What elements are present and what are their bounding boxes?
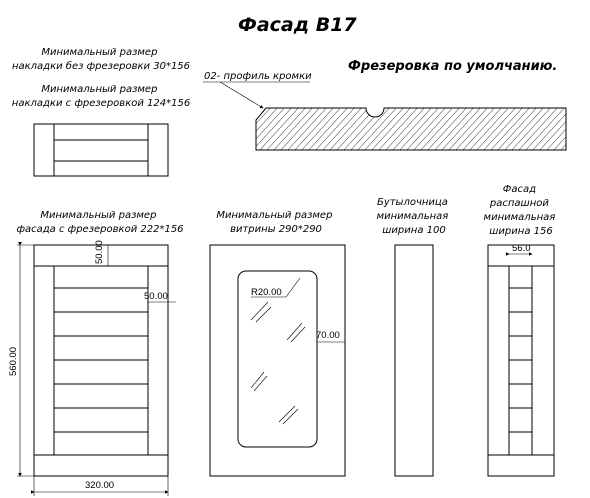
facade-milled-drawing	[34, 245, 168, 476]
width-dimension: 320.00	[85, 480, 115, 491]
overlay-no-milling-text: Минимальный размер накладки без фрезеровки 30*156	[11, 47, 191, 72]
page-title: Фасад В17	[238, 14, 357, 36]
edge-profile-label: 02- профиль кромки	[204, 71, 312, 82]
rail-top-dimension: 50.00	[94, 240, 105, 264]
overlay-panel-drawing	[34, 124, 168, 176]
vitrine-offset-dimension: 70.00	[316, 330, 340, 341]
edge-profile-section	[230, 104, 590, 152]
swing-width-dimension: 56.0	[512, 243, 531, 254]
vitrine-drawing	[210, 245, 345, 476]
overlay-with-milling-text: Минимальный размер накладки с фрезеровкой 124*156	[11, 84, 191, 109]
rail-side-dimension: 50.00	[144, 291, 168, 302]
milling-default-label: Фрезеровка по умолчанию.	[348, 59, 558, 74]
bottle-holder-drawing	[395, 245, 433, 476]
bottle-min-text: Бутылочница минимальная ширина 100	[376, 197, 449, 236]
radius-dimension: R20.00	[251, 287, 282, 298]
height-dimension: 560.00	[8, 346, 19, 376]
edge-profile-arrow	[220, 82, 263, 108]
facade-dimensions	[8, 240, 176, 496]
swing-min-text: Фасад распашной минимальная ширина 156	[483, 184, 556, 237]
vitrine-min-text: Минимальный размер витрины 290*290	[216, 210, 333, 235]
swing-facade-drawing	[488, 243, 554, 476]
facade-min-text: Минимальный размер фасада с фрезеровкой 222*156	[16, 210, 184, 235]
